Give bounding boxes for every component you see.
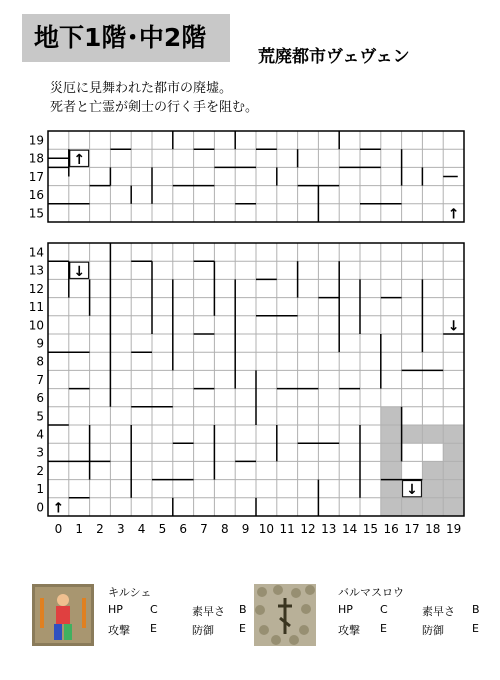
character-name: バルマスロウ [338, 586, 404, 599]
column-label: 5 [158, 522, 167, 536]
stair-up-icon: ↑ [52, 500, 65, 517]
column-label: 9 [241, 522, 250, 536]
row-label: 17 [28, 169, 44, 184]
row-label: 14 [28, 245, 44, 260]
area-name: 荒廃都市ヴェヴェン [258, 47, 410, 67]
row-label: 16 [28, 188, 44, 203]
column-label: 13 [321, 522, 337, 536]
row-label: 15 [28, 206, 44, 221]
row-label: 8 [36, 354, 44, 369]
speed-label: 素早さ [192, 605, 225, 618]
attack-label: 攻撃 [108, 624, 130, 637]
row-label: 3 [36, 445, 44, 460]
row-label: 1 [36, 482, 44, 497]
row-label: 2 [36, 463, 44, 478]
column-label: 7 [200, 522, 208, 536]
column-label: 10 [258, 522, 275, 536]
hp-value: C [380, 603, 388, 616]
column-label: 8 [220, 522, 229, 536]
attack-value: E [150, 622, 157, 635]
row-label: 18 [28, 151, 44, 166]
row-label: 11 [28, 300, 44, 315]
hp-label: HP [108, 603, 123, 616]
speed-value: B [472, 603, 480, 616]
row-label: 5 [36, 409, 44, 424]
column-label: 19 [445, 522, 462, 536]
defense-label: 防御 [192, 624, 214, 637]
stair-down-icon: ↓ [406, 482, 418, 499]
stair-up-icon: ↑ [447, 206, 460, 223]
defense-value: E [239, 622, 246, 635]
column-label: 2 [96, 522, 104, 536]
leaf-creature-portrait-icon [254, 584, 316, 646]
character-name: キルシェ [108, 586, 152, 599]
row-label: 7 [36, 372, 44, 387]
attack-label: 攻撃 [338, 624, 360, 637]
description-line: 死者と亡霊が剣士の行く手を阻む。 [50, 100, 259, 115]
warrior-portrait-icon [32, 584, 94, 646]
column-label: 16 [383, 522, 399, 536]
column-label: 11 [279, 522, 295, 536]
stair-down-icon: ↓ [447, 318, 460, 335]
character-card [254, 584, 494, 654]
character-card [32, 584, 262, 654]
stair-up-icon: ↑ [73, 151, 86, 168]
hp-label: HP [338, 603, 353, 616]
column-label: 14 [341, 522, 358, 536]
row-label: 9 [36, 336, 44, 351]
column-label: 12 [300, 522, 316, 536]
column-label: 18 [425, 522, 441, 536]
column-label: 4 [137, 522, 146, 536]
row-label: 12 [28, 281, 44, 296]
row-label: 10 [28, 318, 44, 333]
speed-value: B [239, 603, 247, 616]
column-label: 17 [404, 522, 420, 536]
row-label: 13 [28, 263, 44, 278]
column-label: 6 [179, 522, 188, 536]
row-label: 0 [36, 500, 44, 515]
column-label: 3 [116, 522, 125, 536]
stair-down-icon: ↓ [73, 263, 86, 280]
row-label: 4 [36, 427, 44, 442]
row-label: 19 [28, 133, 44, 148]
column-label: 1 [75, 522, 84, 536]
row-label: 6 [36, 391, 44, 406]
defense-label: 防御 [422, 624, 444, 637]
column-label: 15 [362, 522, 379, 536]
floor-title: 地下1階･中2階 [22, 14, 230, 62]
speed-label: 素早さ [422, 605, 455, 618]
defense-value: E [472, 622, 479, 635]
description-line: 災厄に見舞われた都市の廃墟。 [50, 81, 233, 96]
attack-value: E [380, 622, 387, 635]
column-label: 0 [54, 522, 63, 536]
hp-value: C [150, 603, 158, 616]
